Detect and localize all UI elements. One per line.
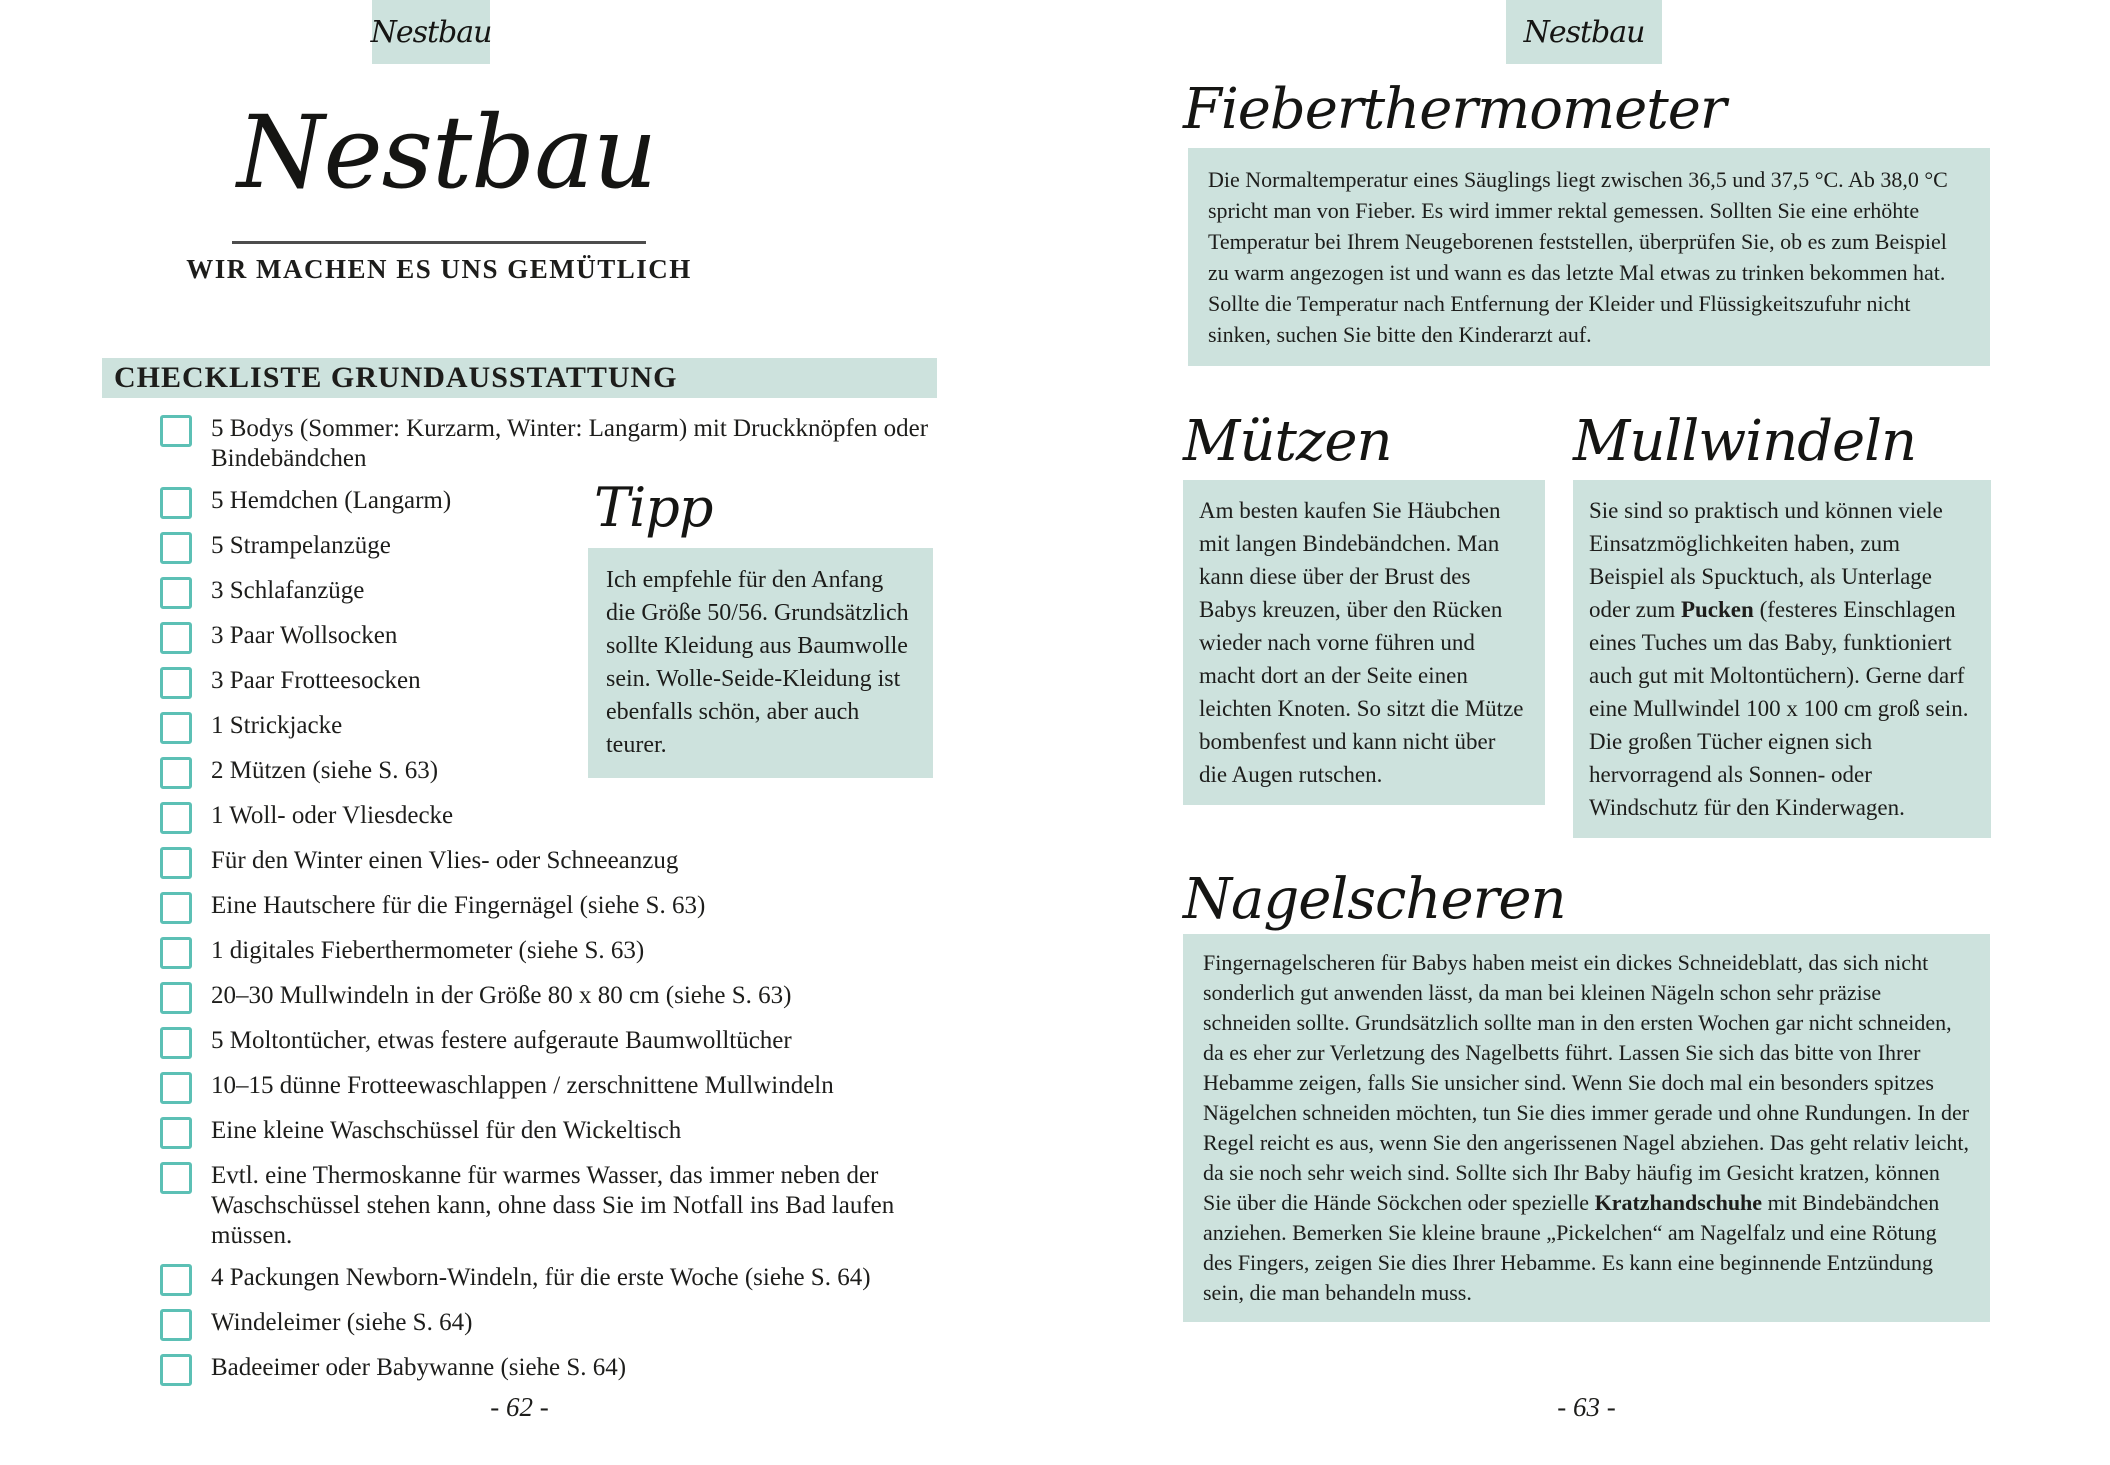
checklist-item-label: 5 Hemdchen (Langarm): [211, 487, 452, 514]
checkbox[interactable]: [160, 1117, 192, 1149]
checklist-item: [160, 486, 980, 519]
checklist-item-label: Evtl. eine Thermoskanne für warmes Wasser, das immer neben der Waschschüssel stehen kann, ohne dass Sie im Notfall ins Bad laufen müssen.: [211, 1162, 895, 1249]
checklist-item: [160, 1116, 980, 1149]
checkbox[interactable]: [160, 667, 192, 699]
checklist-item-label: Badeeimer oder Babywanne (siehe S. 64): [211, 1354, 627, 1381]
text-segment: Fingernagelscheren für Babys haben meist ein dickes Schneideblatt, das sich nicht sonderlich gut anwenden lässt, da man bei kleinen Nägeln schon sehr präzise schneiden sollte. Grundsätzlich sollte man in den ersten Wochen gar nicht schneiden, da es eher zur Verletzung des Nagelbetts führt. Lassen Sie sich das bitte von Ihrer Hebamme zeigen, falls Sie unsicher sind. Wenn Sie doch mal ein besonders spitzes Nägelchen schneiden möchten, tun Sie dies immer gerade und ohne Rundungen. In der Regel reicht es aus, wenn Sie den angerissenen Nagel abziehen. Das geht relativ leicht, da sie noch sehr weich sind. Sollte sich Ihr Baby häufig im Gesicht kratzen, können Sie über die Hände Söckchen oder spezielle: [1203, 950, 1970, 1215]
checkbox[interactable]: [160, 1162, 192, 1194]
checklist-item: [160, 936, 980, 969]
checklist-item-label: 10–15 dünne Frotteewaschlappen / zerschnittene Mullwindeln: [211, 1072, 834, 1099]
tip-heading: Tipp: [594, 476, 713, 539]
section-text-nagelscheren: [1183, 934, 1990, 1322]
checklist-item-label: 3 Paar Wollsocken: [211, 622, 398, 649]
checklist-item: [160, 1263, 980, 1296]
checkbox[interactable]: [160, 847, 192, 879]
checklist-item: [160, 981, 980, 1014]
checklist-item-label: Windeleimer (siehe S. 64): [211, 1309, 473, 1336]
checklist-item: [160, 1071, 980, 1104]
checklist-item: [160, 414, 980, 474]
checkbox[interactable]: [160, 982, 192, 1014]
page-title: Nestbau: [237, 94, 657, 211]
page-subtitle: WIR MACHEN ES UNS GEMÜTLICH: [186, 254, 692, 284]
bold-term: Kratzhandschuhe: [1594, 1190, 1763, 1215]
checklist-item-label: Eine kleine Waschschüssel für den Wickeltisch: [211, 1117, 682, 1144]
checkbox[interactable]: [160, 487, 192, 519]
checkbox[interactable]: [160, 757, 192, 789]
checklist-item: [160, 1026, 980, 1059]
section-text-muetzen: Am besten kaufen Sie Häubchen mit langen Bindebändchen. Man kann diese über der Brust des Babys kreuzen, über den Rücken wieder nach vorne führen und macht dort an der Seite einen leichten Knoten. So sitzt die Mütze bombenfest und kann nicht über die Augen rutschen.: [1183, 480, 1545, 805]
text-segment: mit Bindebändchen anziehen. Bemerken Sie kleine braune „Pickelchen“ am Nagelfalz und eine Rötung des Fingers, zeigen Sie dies Ihrer Hebamme. Es kann eine beginnende Entzündung sein, die man behandeln muss.: [1203, 1190, 1940, 1305]
chapter-tab-label: Nestbau: [1523, 14, 1645, 50]
checklist-item: [160, 1161, 980, 1251]
section-text-mullwindeln: [1573, 480, 1991, 838]
section-heading-muetzen: Mützen: [1183, 409, 1392, 474]
checklist-item: [160, 1308, 980, 1341]
chapter-tab-left: [372, 0, 490, 64]
checklist-item: [160, 1353, 980, 1386]
page-number-left: - 62 -: [490, 1392, 549, 1422]
checklist-item-label: 3 Paar Frotteesocken: [211, 667, 421, 694]
checklist-item-label: 5 Strampelanzüge: [211, 532, 391, 559]
checklist-item-label: 5 Moltontücher, etwas festere aufgeraute Baumwolltücher: [211, 1027, 792, 1054]
checklist-header: CHECKLISTE GRUNDAUSSTATTUNG: [102, 358, 937, 398]
checklist-item: [160, 801, 980, 834]
checkbox[interactable]: [160, 937, 192, 969]
checklist-item-label: 20–30 Mullwindeln in der Größe 80 x 80 cm (siehe S. 63): [211, 982, 792, 1009]
checkbox[interactable]: [160, 415, 192, 447]
chapter-tab-label: Nestbau: [370, 14, 492, 50]
checkbox[interactable]: [160, 622, 192, 654]
checkbox[interactable]: [160, 1309, 192, 1341]
section-heading-mullwindeln: Mullwindeln: [1573, 409, 1917, 474]
checklist-item: [160, 891, 980, 924]
checkbox[interactable]: [160, 1072, 192, 1104]
checklist-item-label: Für den Winter einen Vlies- oder Schneeanzug: [211, 847, 679, 874]
checkbox[interactable]: [160, 577, 192, 609]
chapter-tab-right: [1506, 0, 1662, 64]
section-text-fieberthermometer: Die Normaltemperatur eines Säuglings liegt zwischen 36,5 und 37,5 °C. Ab 38,0 °C spricht man von Fieber. Es wird immer rektal gemessen. Sollten Sie eine erhöhte Temperatur bei Ihrem Neugeborenen feststellen, überprüfen Sie, ob es zum Beispiel zu warm angezogen ist und wann es das letzte Mal etwas zu trinken bekommen hat. Sollte die Temperatur nach Entfernung der Kleider und Flüssigkeitszufuhr nicht sinken, suchen Sie bitte den Kinderarzt auf.: [1188, 148, 1990, 366]
section-heading-fieberthermometer: Fieberthermometer: [1183, 77, 1726, 142]
page-number-right: - 63 -: [1557, 1392, 1616, 1422]
checkbox[interactable]: [160, 712, 192, 744]
checklist-item-label: 3 Schlafanzüge: [211, 577, 365, 604]
title-divider: [232, 241, 646, 244]
checkbox[interactable]: [160, 1354, 192, 1386]
checklist-item-label: 1 Strickjacke: [211, 712, 343, 739]
checkbox[interactable]: [160, 892, 192, 924]
checkbox[interactable]: [160, 1027, 192, 1059]
checklist-item-label: 1 Woll- oder Vliesdecke: [211, 802, 454, 829]
checklist-item-label: 2 Mützen (siehe S. 63): [211, 757, 439, 784]
bold-term: Pucken: [1680, 597, 1754, 622]
checklist-item: [160, 846, 980, 879]
checklist-item-label: 1 digitales Fieberthermometer (siehe S. 63): [211, 937, 645, 964]
tip-box: Ich empfehle für den Anfang die Größe 50/56. Grundsätzlich sollte Kleidung aus Baumwolle sein. Wolle-Seide-Kleidung ist ebenfalls schön, aber auch teurer.: [588, 548, 933, 778]
text-segment: Sie sind so praktisch und können viele Einsatzmöglichkeiten haben, zum Beispiel als Spucktuch, als Unterlage oder zum: [1589, 498, 1943, 622]
checklist-item-label: Eine Hautschere für die Fingernägel (siehe S. 63): [211, 892, 706, 919]
checklist-item-label: 4 Packungen Newborn-Windeln, für die erste Woche (siehe S. 64): [211, 1264, 871, 1291]
checkbox[interactable]: [160, 802, 192, 834]
checkbox[interactable]: [160, 532, 192, 564]
checkbox[interactable]: [160, 1264, 192, 1296]
checklist-item-label: 5 Bodys (Sommer: Kurzarm, Winter: Langarm) mit Druckknöpfen oder Bindebändchen: [211, 415, 929, 472]
section-heading-nagelscheren: Nagelscheren: [1183, 867, 1566, 932]
text-segment: (festeres Einschlagen eines Tuches um das Baby, funktioniert auch gut mit Moltontüchern). Gerne darf eine Mullwindel 100 x 100 cm groß sein. Die großen Tücher eignen sich hervorragend als Sonnen- oder Windschutz für den Kinderwagen.: [1589, 597, 1969, 820]
